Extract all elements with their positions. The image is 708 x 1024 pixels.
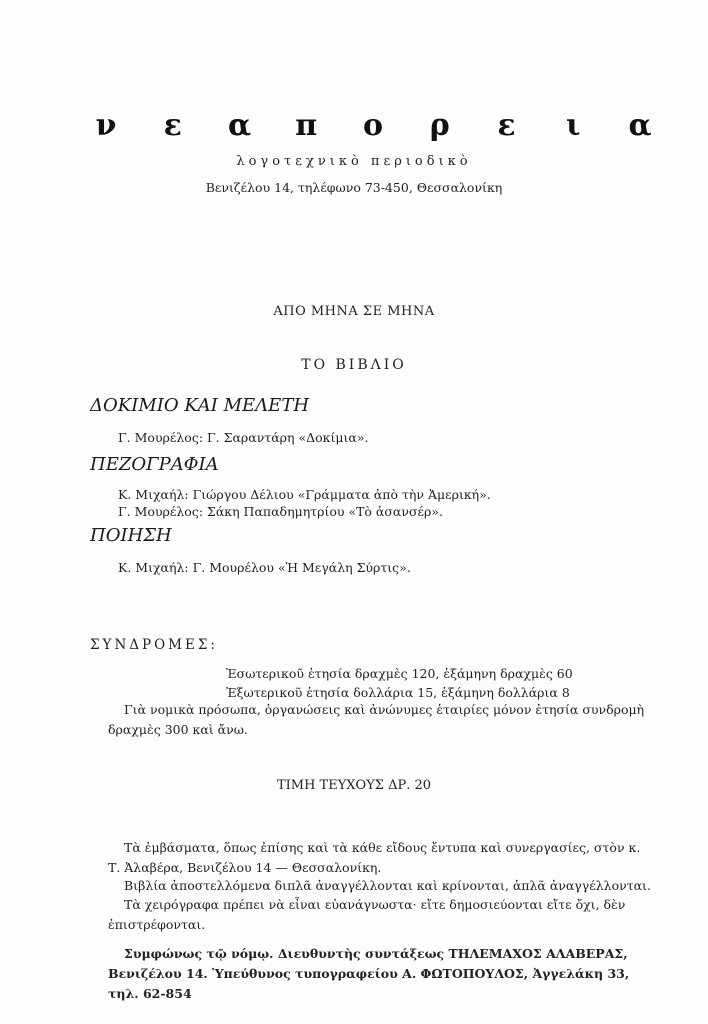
legal-notice: Συμφώνως τῷ νόμῳ. Διευθυντὴς συντάξεως ΤΗΛΕΜΑΧΟΣ ΑΛΑΒΕΡΑΣ, Βενιζέλου 14. Ὑπεύθυνος τυπογραφείου Α. ΦΩΤΟΠΟΥΛΟΣ, Ἀγγελάκη 33, τηλ. 62-854 <box>108 946 630 1001</box>
note-remittances: Τὰ ἐμβάσματα, ὅπως ἐπίσης καὶ τὰ κάθε εἴδους ἔντυπα καὶ συνεργασίες, στὸν κ. Τ. Ἀλαβέρα, Βενιζέλου 14 — Θεσσαλονίκη. <box>108 840 641 875</box>
masthead-letter: ε <box>497 108 516 143</box>
masthead-letter: α <box>628 108 652 143</box>
masthead-letter: ε <box>163 108 182 143</box>
note-books: Βιβλία ἀποστελλόμενα διπλᾶ ἀναγγέλλονται καὶ κρίνονται, ἁπλᾶ ἀναγγέλλονται. <box>124 878 651 893</box>
subscription-foreign: Ἐξωτερικοῦ ἐτησία δολλάρια 15, ἑξάμηνη δολλάρια 8 <box>226 685 570 700</box>
masthead-letter: ρ <box>429 108 450 143</box>
section-title-prose: ΠΕΖΟΓΡΑΦΙΑ <box>90 454 219 475</box>
section-entry: Γ. Μουρέλος: Σάκη Παπαδημητρίου «Τὸ ἀσανσέρ». <box>118 504 443 519</box>
magazine-subtitle: λογοτεχνικὸ περιοδικὸ <box>236 154 472 169</box>
subscription-legal-entities: Γιὰ νομικὰ πρόσωπα, ὀργανώσεις καὶ ἀνώνυμες ἑταιρίες μόνον ἐτησία συνδρομὴ δραχμὲς 300 καὶ ἄνω. <box>108 702 645 737</box>
magazine-address: Βενιζέλου 14, τηλέφωνο 73-450, Θεσσαλονίκη <box>205 180 503 195</box>
masthead-letter: π <box>295 108 318 143</box>
section-title-essay: ΔΟΚΙΜΙΟ ΚΑΙ ΜΕΛΕΤΗ <box>90 395 310 416</box>
issue-price: ΤΙΜΗ ΤΕΥΧΟΥΣ ΔΡ. 20 <box>276 778 432 793</box>
section-entry: Κ. Μιχαήλ: Γιώργου Δέλιου «Γράμματα ἀπὸ τὴν Ἀμερική». <box>118 487 491 502</box>
heading-from-month: ΑΠΟ ΜΗΝΑ ΣΕ ΜΗΝΑ <box>273 304 435 319</box>
note-manuscripts: Τὰ χειρόγραφα πρέπει νὰ εἶναι εὐανάγνωστα· εἴτε δημοσιεύονται εἴτε ὄχι, δὲν ἐπιστρέφονται. <box>108 897 626 932</box>
masthead-letter: ι <box>565 108 581 143</box>
section-entry: Κ. Μιχαήλ: Γ. Μουρέλου «Ἡ Μεγάλη Σύρτις». <box>118 560 411 575</box>
subscription-domestic: Ἐσωτερικοῦ ἐτησία δραχμὲς 120, ἑξάμηνη δραχμὲς 60 <box>226 666 573 681</box>
section-entry: Γ. Μουρέλος: Γ. Σαραντάρη «Δοκίμια». <box>118 430 369 445</box>
heading-book: ΤΟ ΒΙΒΛΙΟ <box>301 357 407 373</box>
section-title-poetry: ΠΟΙΗΣΗ <box>90 525 172 546</box>
subscriptions-label: ΣΥΝΔΡΟΜΕΣ: <box>90 637 218 653</box>
masthead-letter: ο <box>362 108 383 143</box>
magazine-masthead <box>88 108 658 144</box>
masthead-letter: ν <box>95 108 117 143</box>
masthead-letter: α <box>227 108 252 143</box>
